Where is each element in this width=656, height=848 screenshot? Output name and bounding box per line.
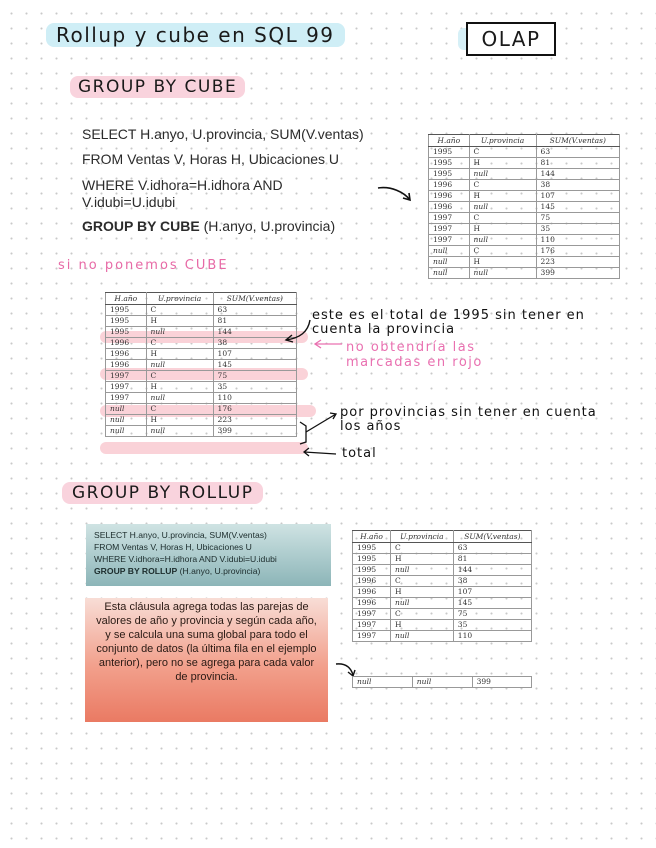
table-cell: H: [146, 349, 213, 360]
table-cell: C: [146, 338, 213, 349]
rollup-explanation: Esta cláusula agrega todas las parejas de valores de año y provincia y según cada año, y se calcula una suma global para todo el conjunto de datos (la última fila en el ejemplo anterior), pero no se agrega para cada valor de provincia.: [85, 598, 328, 722]
table-cell: 1996: [353, 598, 391, 609]
table-cell: C: [469, 246, 536, 257]
table-cell: 1997: [106, 393, 147, 404]
table-cell: H: [391, 554, 454, 565]
table-cell: 223: [213, 415, 296, 426]
table-cell: C: [391, 543, 454, 554]
table-row: [353, 609, 532, 620]
table-row: [106, 382, 297, 393]
brace-arrow-icon: [296, 408, 342, 464]
table-cell: 1995: [106, 327, 147, 338]
table-cell: 1997: [353, 609, 391, 620]
table-row: [429, 169, 620, 180]
table-row: [429, 268, 620, 279]
table-cell: 35: [453, 620, 531, 631]
col-header: H.año: [353, 531, 391, 543]
table-cell: null: [429, 257, 470, 268]
table-cell: 399: [536, 268, 619, 279]
table-row: [106, 393, 297, 404]
table-cell: 75: [213, 371, 296, 382]
table-cell: 1995: [429, 158, 470, 169]
table-cell: 1995: [353, 543, 391, 554]
cube-result-table: [428, 134, 620, 279]
table-cell: 110: [213, 393, 296, 404]
table-cell: 38: [453, 576, 531, 587]
rollup-heading: GROUP BY ROLLUP: [62, 482, 263, 504]
rollup-sql-line2: FROM Ventas V, Horas H, Ubicaciones U: [94, 542, 252, 552]
table-cell: C: [469, 180, 536, 191]
no-cube-note: si no ponemos CUBE: [58, 258, 229, 273]
table-row: [429, 158, 620, 169]
table-cell: 145: [453, 598, 531, 609]
rollup-sql-groupby: GROUP BY ROLLUP: [94, 566, 178, 576]
table-cell: null: [146, 327, 213, 338]
table-row: [106, 316, 297, 327]
table-row: [106, 349, 297, 360]
table-cell: 144: [453, 565, 531, 576]
table-cell: 81: [536, 158, 619, 169]
table-cell: 1996: [106, 349, 147, 360]
table-cell: 144: [536, 169, 619, 180]
table-cell: null: [106, 426, 147, 437]
table-cell: null: [469, 235, 536, 246]
table-cell: 1996: [429, 180, 470, 191]
table-row: [106, 305, 297, 316]
table-row: [429, 246, 620, 257]
rollup-sql-box: [86, 524, 331, 586]
table-cell: 1997: [106, 382, 147, 393]
table-cell: H: [469, 224, 536, 235]
table-cell: 1996: [106, 338, 147, 349]
table-row: [429, 224, 620, 235]
annotation-total: total: [342, 446, 377, 461]
table-row: [106, 371, 297, 382]
rollup-sql-line1: SELECT H.anyo, U.provincia, SUM(V.ventas): [94, 530, 267, 540]
table-cell: H: [469, 158, 536, 169]
table-cell: C: [391, 609, 454, 620]
table-cell: null: [391, 598, 454, 609]
table-cell: 399: [472, 677, 531, 688]
table-cell: 1996: [353, 587, 391, 598]
table-cell: H: [391, 620, 454, 631]
table-cell: C: [391, 576, 454, 587]
cube-marked-table: [105, 292, 297, 437]
table-cell: 1995: [106, 305, 147, 316]
rollup-sql-line3: WHERE V.idhora=H.idhora AND V.idubi=U.idubi: [94, 554, 277, 564]
table-cell: null: [429, 268, 470, 279]
table-cell: H: [146, 415, 213, 426]
table-cell: 110: [453, 631, 531, 642]
col-header: SUM(V.ventas): [453, 531, 531, 543]
table-cell: H: [391, 587, 454, 598]
table-row: [353, 620, 532, 631]
table-cell: H: [469, 191, 536, 202]
table-cell: C: [146, 404, 213, 415]
cube-sql-line3: WHERE V.idhora=H.idhora AND: [82, 177, 283, 193]
table-cell: 1996: [429, 202, 470, 213]
table-row: [429, 180, 620, 191]
table-row: [106, 327, 297, 338]
table-row: [353, 677, 532, 688]
table-cell: 1995: [353, 565, 391, 576]
table-row: [429, 202, 620, 213]
table-cell: null: [146, 426, 213, 437]
table-cell: H: [146, 316, 213, 327]
col-header: U.provincia: [146, 293, 213, 305]
table-cell: 75: [453, 609, 531, 620]
table-cell: 35: [536, 224, 619, 235]
table-cell: 35: [213, 382, 296, 393]
table-row: [429, 147, 620, 158]
table-row: [429, 213, 620, 224]
col-header: U.provincia: [391, 531, 454, 543]
table-cell: 1997: [106, 371, 147, 382]
table-cell: 107: [213, 349, 296, 360]
table-row: [353, 543, 532, 554]
table-cell: 176: [536, 246, 619, 257]
cube-heading: GROUP BY CUBE: [70, 76, 245, 98]
table-cell: null: [429, 246, 470, 257]
table-cell: null: [353, 677, 413, 688]
table-row: [429, 235, 620, 246]
table-cell: 1995: [353, 554, 391, 565]
table-cell: null: [106, 404, 147, 415]
arrow-icon: [312, 338, 344, 350]
table-cell: 145: [213, 360, 296, 371]
table-cell: 63: [213, 305, 296, 316]
rollup-result-table: [352, 530, 532, 642]
table-cell: 110: [536, 235, 619, 246]
table-cell: null: [391, 565, 454, 576]
table-cell: 1997: [429, 224, 470, 235]
table-cell: 1995: [429, 169, 470, 180]
table-cell: H: [469, 257, 536, 268]
table-cell: C: [469, 213, 536, 224]
annotation-marked-red: no obtendría las marcadas en rojo: [346, 340, 483, 370]
table-cell: 63: [536, 147, 619, 158]
table-cell: 176: [213, 404, 296, 415]
cube-sql-line4: V.idubi=U.idubi: [82, 194, 176, 210]
table-cell: 107: [536, 191, 619, 202]
col-header: H.año: [429, 135, 470, 147]
table-cell: 1997: [353, 631, 391, 642]
table-cell: 145: [536, 202, 619, 213]
table-row: [353, 565, 532, 576]
table-cell: null: [469, 169, 536, 180]
table-cell: null: [469, 202, 536, 213]
olap-label: OLAP: [466, 22, 556, 56]
table-cell: null: [391, 631, 454, 642]
table-cell: 399: [213, 426, 296, 437]
col-header: U.provincia: [469, 135, 536, 147]
table-row: [429, 191, 620, 202]
table-cell: 1997: [353, 620, 391, 631]
col-header: SUM(V.ventas): [536, 135, 619, 147]
table-cell: 1996: [353, 576, 391, 587]
table-cell: C: [469, 147, 536, 158]
cube-sql-groupby-args: (H.anyo, U.provincia): [199, 218, 336, 234]
table-row: [429, 257, 620, 268]
table-cell: null: [412, 677, 472, 688]
annotation-by-province: por provincias sin tener en cuenta los años: [340, 405, 597, 434]
table-cell: 75: [536, 213, 619, 224]
table-row: [353, 598, 532, 609]
table-cell: 1996: [429, 191, 470, 202]
arrow-icon: [280, 318, 314, 344]
table-row: [353, 576, 532, 587]
col-header: H.año: [106, 293, 147, 305]
table-cell: 1996: [106, 360, 147, 371]
table-row: [106, 360, 297, 371]
page-title: Rollup y cube en SQL 99: [46, 23, 345, 47]
table-row: [106, 415, 297, 426]
annotation-total-1995: este es el total de 1995 sin tener en cuenta la provincia: [312, 308, 585, 337]
table-cell: null: [106, 415, 147, 426]
table-cell: null: [146, 393, 213, 404]
col-header: SUM(V.ventas): [213, 293, 296, 305]
table-row: [106, 404, 297, 415]
table-cell: 107: [453, 587, 531, 598]
cube-sql-groupby: GROUP BY CUBE: [82, 218, 200, 234]
table-cell: 38: [536, 180, 619, 191]
table-cell: 223: [536, 257, 619, 268]
rollup-sql-groupby-args: (H.anyo, U.provincia): [177, 566, 261, 576]
cube-sql-line1: SELECT H.anyo, U.provincia, SUM(V.ventas): [82, 126, 364, 142]
table-row: [353, 587, 532, 598]
table-cell: 1997: [429, 235, 470, 246]
table-row: [353, 631, 532, 642]
table-row: [106, 426, 297, 437]
table-cell: null: [469, 268, 536, 279]
table-row: [353, 554, 532, 565]
cube-sql-line2: FROM Ventas V, Horas H, Ubicaciones U: [82, 151, 340, 167]
table-cell: 1997: [429, 213, 470, 224]
table-cell: 63: [453, 543, 531, 554]
arrow-icon: [376, 184, 416, 206]
table-cell: 38: [213, 338, 296, 349]
cube-sql-line5: [82, 218, 335, 235]
table-cell: H: [146, 382, 213, 393]
table-cell: null: [146, 360, 213, 371]
table-cell: C: [146, 305, 213, 316]
table-cell: 144: [213, 327, 296, 338]
table-cell: C: [146, 371, 213, 382]
table-cell: 1995: [106, 316, 147, 327]
table-row: [106, 338, 297, 349]
table-cell: 1995: [429, 147, 470, 158]
table-cell: 81: [213, 316, 296, 327]
rollup-total-table: [352, 676, 532, 688]
rollup-sql-line4: [94, 565, 331, 577]
table-cell: 81: [453, 554, 531, 565]
